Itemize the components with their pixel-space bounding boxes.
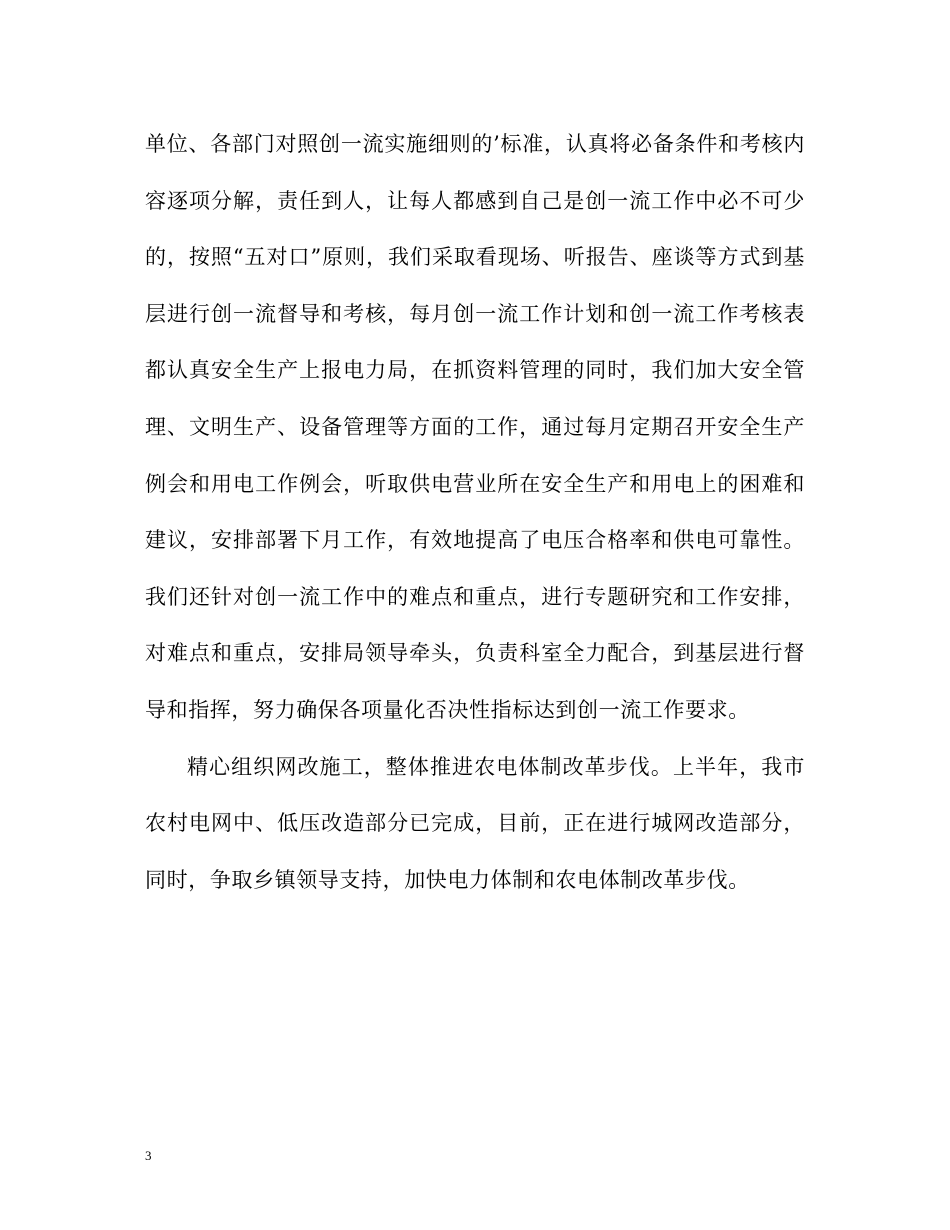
document-body: [145, 116, 805, 908]
paragraph-continuation: 单位、各部门对照创一流实施细则的’标准，认真将必备条件和考核内容逐项分解，责任到人，让每人都感到自己是创一流工作中必不可少的，按照“五对口”原则，我们采取看现场、听报告、座谈等方式到基层进行创一流督导和考核，每月创一流工作计划和创一流工作考核表都认真安全生产上报电力局，在抓资料管理的同时，我们加大安全管理、文明生产、设备管理等方面的工作，通过每月定期召开安全生产例会和用电工作例会，听取供电营业所在安全生产和用电上的困难和建议，安排部署下月工作，有效地提高了电压合格率和供电可靠性。我们还针对创一流工作中的难点和重点，进行专题研究和工作安排，对难点和重点，安排局领导牵头，负责科室全力配合，到基层进行督导和指挥，努力确保各项量化否决性指标达到创一流工作要求。: [145, 132, 805, 722]
paragraph-grid-renovation: 精心组织网改施工，整体推进农电体制改革步伐。上半年，我市农村电网中、低压改造部分已完成，目前，正在进行城网改造部分，同时，争取乡镇领导支持，加快电力体制和农电体制改革步伐。: [145, 754, 805, 892]
page-number: 3: [145, 1148, 152, 1163]
